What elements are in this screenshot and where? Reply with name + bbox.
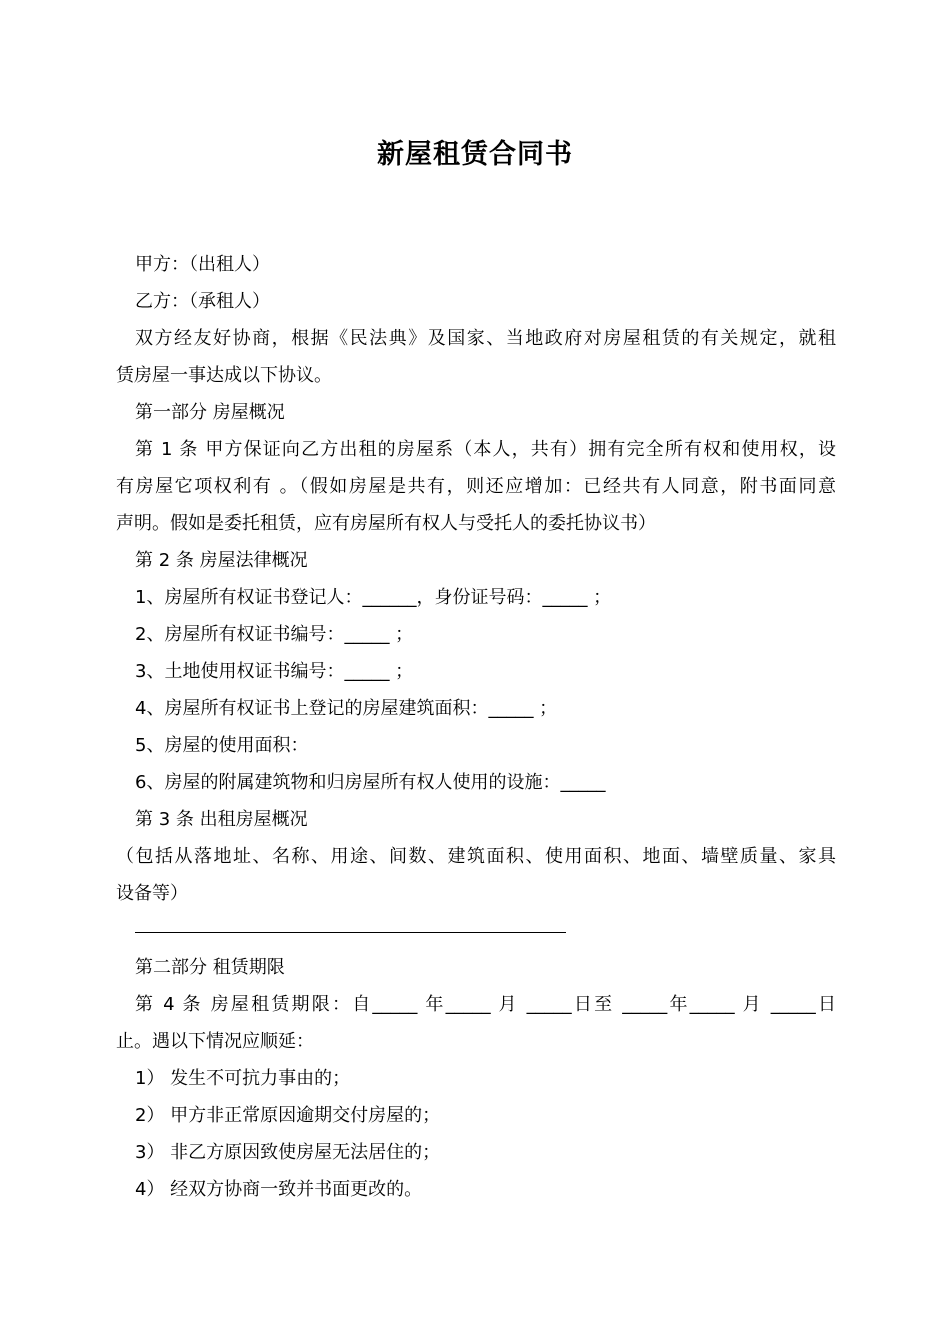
article2-item-6: 6、房屋的附属建筑物和归房屋所有权人使用的设施：_____ (135, 772, 606, 793)
article4-item-4: 4） 经双方协商一致并书面更改的。 (135, 1179, 423, 1200)
article2-heading: 第 2 条 房屋法律概况 (135, 550, 308, 571)
article1-line-1: 第 1 条 甲方保证向乙方出租的房屋系（本人，共有）拥有完全所有权和使用权，设 (135, 439, 836, 460)
party-a-line: 甲方：（出租人） (135, 254, 270, 275)
article4-item-2: 2） 甲方非正常原因逾期交付房屋的； (135, 1105, 441, 1126)
article3-blank-line (116, 912, 836, 949)
article2-item-2: 2、房屋所有权证书编号：_____ ； (135, 624, 414, 645)
article4-line-2: 止。遇以下情况应顺延： (116, 1031, 314, 1052)
intro-paragraph-line-1: 双方经友好协商，根据《民法典》及国家、当地政府对房屋租赁的有关规定，就租 (135, 328, 836, 349)
fill-in-underline (135, 932, 566, 933)
article1-line-2: 有房屋它项权利有 。（假如房屋是共有，则还应增加：已经共有人同意，附书面同意 (116, 476, 836, 497)
article3-heading: 第 3 条 出租房屋概况 (135, 809, 308, 830)
document-title: 新屋租赁合同书 (377, 139, 573, 170)
article4-item-1: 1） 发生不可抗力事由的； (135, 1068, 351, 1089)
article2-item-3: 3、土地使用权证书编号：_____ ； (135, 661, 414, 682)
article2-item-4: 4、房屋所有权证书上登记的房屋建筑面积：_____ ； (135, 698, 558, 719)
article2-item-1: 1、房屋所有权证书登记人：______，身份证号码：_____ ； (135, 587, 612, 608)
article3-description-line-1: （包括从落地址、名称、用途、间数、建筑面积、使用面积、地面、墙壁质量、家具 (116, 846, 836, 867)
article3-description-line-2: 设备等） (116, 883, 188, 904)
part1-heading: 第一部分 房屋概况 (135, 402, 285, 423)
article4-item-3: 3） 非乙方原因致使房屋无法居住的； (135, 1142, 441, 1163)
article4-line-1: 第 4 条 房屋租赁期限：自_____ 年_____ 月 _____日至 _____年_____ 月 _____日 (135, 994, 836, 1015)
part2-heading: 第二部分 租赁期限 (135, 957, 285, 978)
document-body (116, 246, 836, 1208)
intro-paragraph-line-2: 赁房屋一事达成以下协议。 (116, 365, 332, 386)
article1-line-3: 声明。假如是委托租赁，应有房屋所有权人与受托人的委托协议书） (116, 513, 656, 534)
article2-item-5: 5、房屋的使用面积： (135, 735, 309, 756)
party-b-line: 乙方：（承租人） (135, 291, 270, 312)
